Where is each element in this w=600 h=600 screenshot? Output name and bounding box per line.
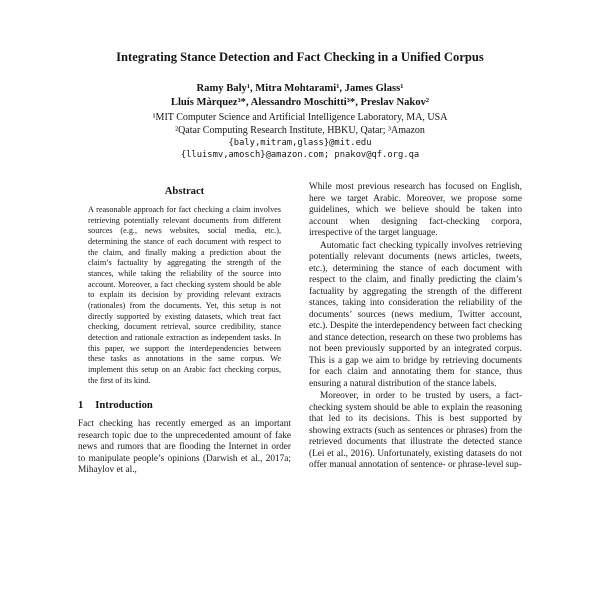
right-paragraph-2: Automatic fact checking typically involves retrieving potentially relevant documents (news articles, tweets, etc.), determining the stance of each document with respect to the claim, and finally predicting the claim’s factuality by aggregating the strength of the different stances, taking into consideration the reliability of the documents’ sources (news medium, Twitter account, etc.). Despite the interdependency between fact checking and stance detection, research on these two problems has not been previously supported by an integrated corpus. This is a gap we aim to bridge by retrieving documents for each claim and annotating them for stance, thus ensuring a natural distribution of the stance labels.	[309, 240, 522, 389]
author-block	[78, 82, 522, 111]
abstract-heading: Abstract	[164, 186, 205, 198]
section-heading-introduction	[78, 400, 291, 411]
affiliation-block	[78, 111, 522, 137]
email-block	[78, 138, 522, 162]
right-paragraph-1: While most previous research has focused on English, here we target Arabic. Moreover, we propose some guidelines, which we believe should be taken into account when designing fact-checking corpora, irrespective of the target language.	[309, 182, 522, 239]
right-paragraph-3: Moreover, in order to be trusted by users, a fact-checking system should be able to explain the reasoning that led to its decisions. This is best supported by showing extracts (such as sentences or phrases) from the retrieved documents that illustrate the detected stance (Lei et al., 2016). Unfortunately, existing datasets do not offer manual annotation of sentence- or phrase-level sup-	[309, 391, 522, 471]
two-column-body	[78, 182, 522, 477]
affiliation-qcri-amazon: ²Qatar Computing Research Institute, HBKU, Qatar; ³Amazon	[175, 125, 425, 137]
affiliation-mit: ¹MIT Computer Science and Artificial Intelligence Laboratory, MA, USA	[152, 112, 448, 124]
intro-paragraph-1: Fact checking has recently emerged as an important research topic due to the unprecedented amount of fake news and rumors that are flooding the Internet in order to manipulate people’s opinions (Darwish et al., 2017a; Mihaylov et al.,	[78, 419, 291, 476]
section-number: 1	[78, 400, 84, 412]
author-line-1: Ramy Baly¹, Mitra Mohtarami¹, James Glass¹	[196, 82, 404, 94]
email-line-2: {lluismv,amosch}@amazon.com; pnakov@qf.org.qa	[180, 150, 420, 161]
section-title: Introduction	[95, 400, 153, 412]
abstract-text: A reasonable approach for fact checking a claim involves retrieving potentially relevant documents from different sources (e.g., news websites, social media, etc.), determining the stance of each document with respect to the claim, and finally making a prediction about the claim’s factuality by aggregating the strength of the stances, while taking the reliability of the source into account. Moreover, a fact checking system should be able to explain its decision by providing relevant extracts (rationales) from the documents. Yet, this setup is not directly supported by existing datasets, which treat fact checking, document retrieval, source credibility, stance detection and rationale extraction as independent tasks. In this paper, we support the interdependencies between these tasks as annotations in the same corpus. We implement this setup on an Arabic fact checking corpus, the first of its kind.	[88, 205, 281, 385]
left-column	[78, 182, 291, 477]
email-line-1: {baly,mitram,glass}@mit.edu	[228, 138, 372, 149]
right-column	[309, 182, 522, 477]
author-line-2: Lluís Màrquez³*, Alessandro Moschitti³*, Preslav Nakov²	[170, 97, 430, 109]
paper-title: Integrating Stance Detection and Fact Checking in a Unified Corpus	[116, 50, 484, 64]
